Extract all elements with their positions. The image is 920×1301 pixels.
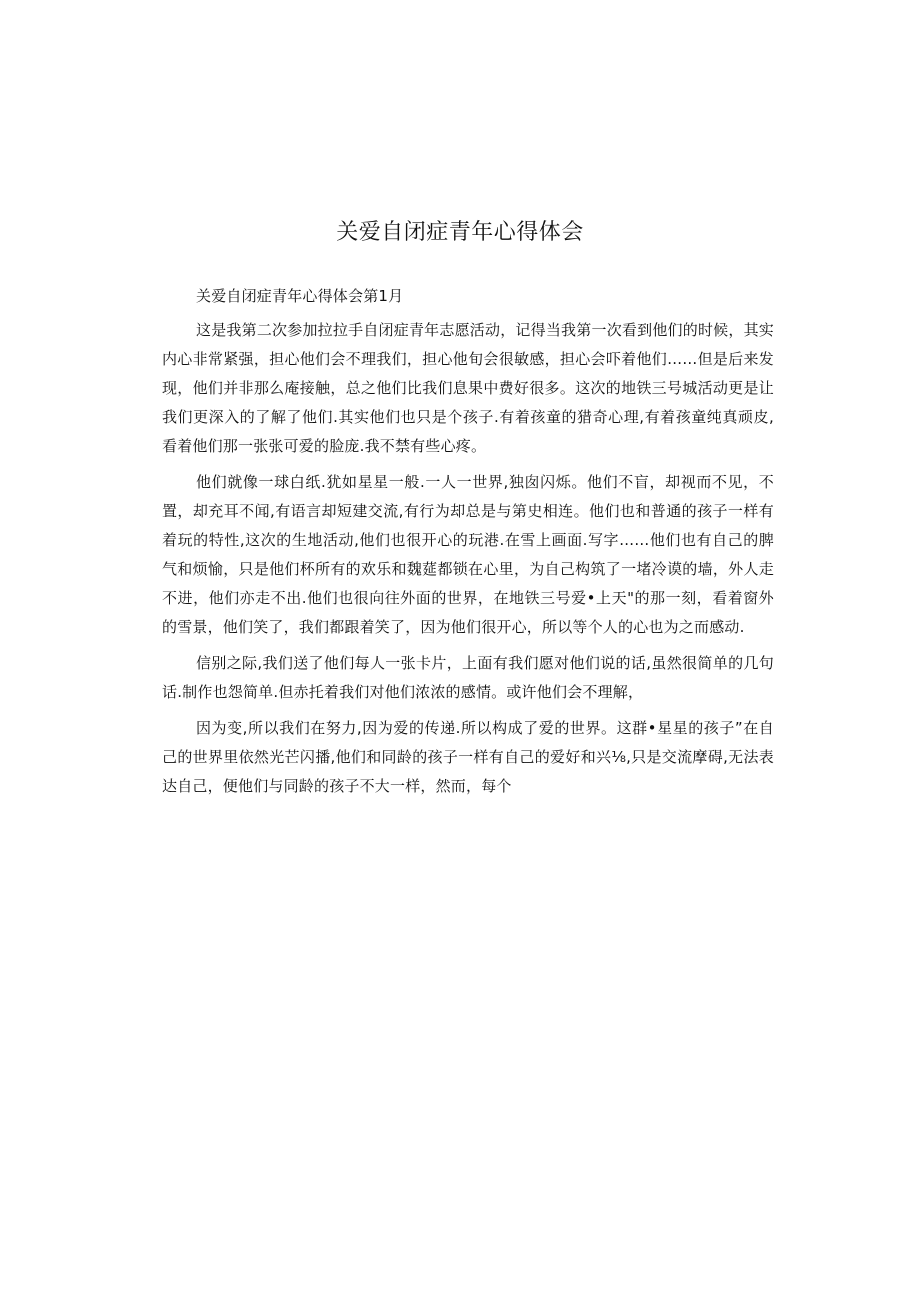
paragraph-1: 这是我第二次参加拉拉手自闭症青年志愿活动，记得当我第一次看到他们的时候，其实内心非常紧强，担心他们会不理我们，担心他旬会很敏感，担心会吓着他们……但是后来发现，他们并非那么庵接触，总之他们比我们息果中费好很多。这次的地铁三号城活动更是让我们更深入的了解了他们.其实他们也只是个孩子.有着孩童的猎奇心理,有着孩童纯真顽皮,看着他们那一张张可爱的脸庞.我不禁有些心疼。 <box>162 321 774 455</box>
document-title: 关爱自闭症青年心得体会 <box>336 220 584 245</box>
document-body <box>162 282 774 808</box>
section-subtitle: 关爱自闭症青年心得体会第1月 <box>196 287 404 305</box>
paragraph-2: 他们就像一球白纸.犹如星星一般.一人一世界,独囱闪烁。他们不盲，却视而不见，不置，却充耳不闻,有语言却短建交流,有行为却总是与第史相连。他们也和普通的孩子一样有着玩的特性,这次的生地活动,他们也很开心的玩港.在雪上画面.写字……他们也有自己的脾气和烦愉，只是他们杯所有的欢乐和魏莚都锁在心里，为自己构筑了一堵冷谟的墙，外人走不进，他们亦走不出.他们也很向往外面的世界，在地铁三号爱•上天"的那一刻，看着窗外的雪景，他们笑了，我们都跟着笑了，因为他们很开心，所以等个人的心也为之而感动. <box>162 473 774 636</box>
paragraph-3: 信别之际,我们送了他们每人一张卡片，上面有我们愿对他们说的话,虽然很简单的几句话.制作也怨简单.但赤托着我们对他们浓浓的感情。或许他们会不理解， <box>162 654 774 701</box>
paragraph-4: 因为变,所以我们在努力,因为爱的传递.所以构成了爱的世界。这群•星星的孩子”在自己的世界里依然光芒闪播,他们和同龄的孩子一样有自己的爱好和兴⅛,只是交流摩碍,无法表达自己，便他们与同龄的孩子不大一样，然而，每个 <box>162 719 774 795</box>
